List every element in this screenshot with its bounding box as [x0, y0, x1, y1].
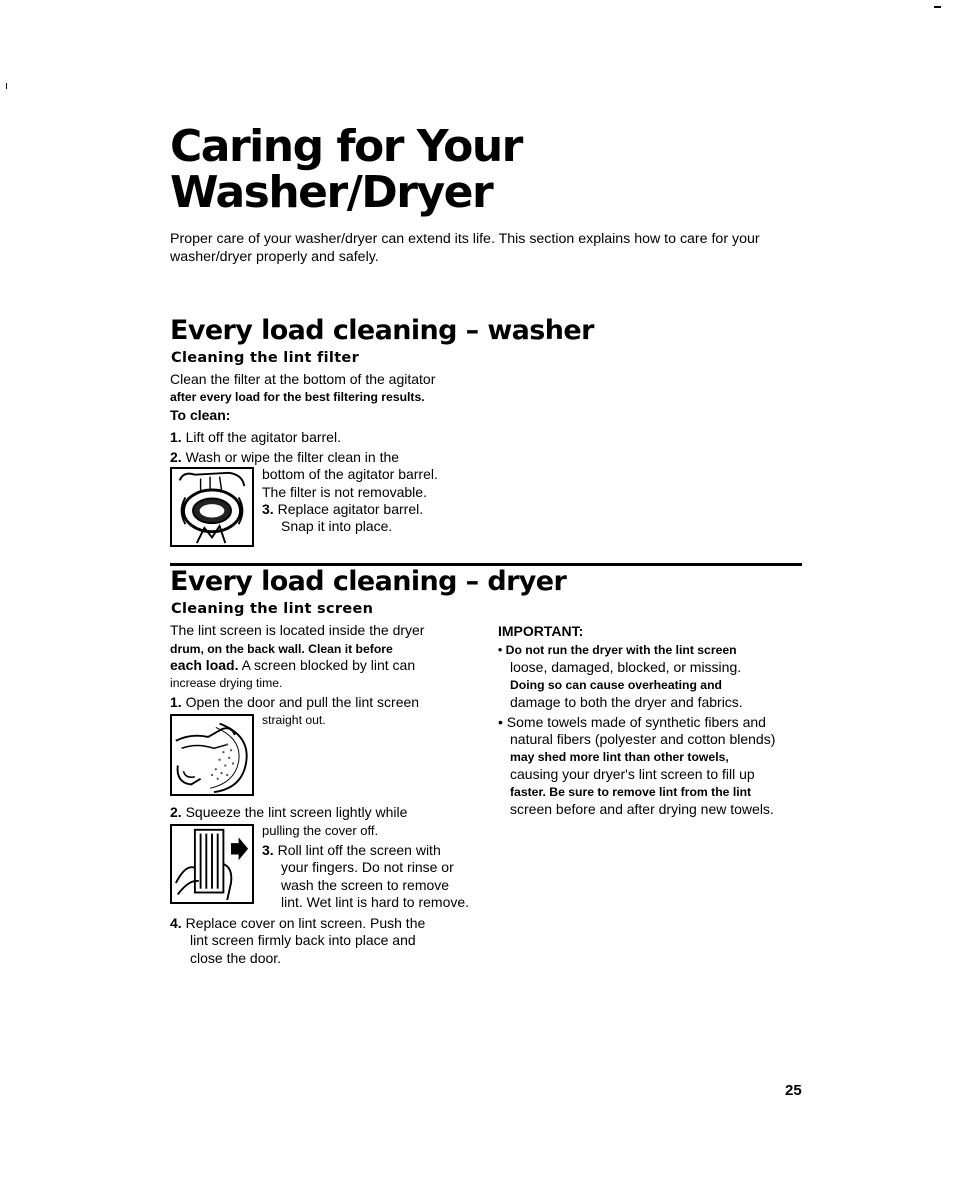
washer-step2-cont-b: bottom of the agitator barrel. [262, 466, 438, 482]
washer-step2-cont-c: The filter is not removable. [262, 484, 427, 500]
page-title [170, 121, 522, 218]
dryer-step2-cont: pulling the cover off. [262, 823, 379, 838]
washer-line2: after every load for the best filtering results. [170, 390, 425, 404]
washer-subheading: Cleaning the lint filter [171, 350, 360, 366]
washer-step1: 1. Lift off the agitator barrel. [170, 429, 341, 445]
important-bullet1-b: loose, damaged, blocked, or missing. [510, 659, 742, 675]
dryer-intro-line3: each load. A screen blocked by lint can [170, 657, 416, 673]
dryer-heading: Every load cleaning – dryer [170, 566, 567, 597]
lint-screen-removal-illustration [170, 714, 254, 796]
dryer-step4-cont-b: lint screen firmly back into place and [190, 932, 416, 948]
dryer-step2: 2. Squeeze the lint screen lightly while [170, 804, 408, 820]
bullet-icon: • [498, 643, 506, 657]
agitator-filter-illustration [170, 467, 254, 547]
bullet-icon: • [498, 714, 507, 730]
important-bullet1-c: Doing so can cause overheating and [510, 678, 722, 692]
dryer-subheading: Cleaning the lint screen [171, 601, 374, 617]
dryer-step4-cont-c: close the door. [190, 950, 282, 966]
dryer-intro-line1: The lint screen is located inside the dryer [170, 622, 425, 638]
dryer-intro-line2: drum, on the back wall. Clean it before [170, 642, 393, 656]
dryer-step1: 1. Open the door and pull the lint screen [170, 694, 420, 710]
washer-step3: 3. Replace agitator barrel. [262, 501, 424, 517]
lint-screen-cover-illustration [170, 824, 254, 904]
scan-speck [6, 83, 7, 89]
washer-step3-cont: Snap it into place. [281, 518, 393, 534]
intro-paragraph: Proper care of your washer/dryer can extend its life. This section explains how to care for your washer/dryer properly and safely. [170, 231, 760, 265]
washer-heading: Every load cleaning – washer [170, 315, 594, 346]
important-bullet2-c: may shed more lint than other towels, [510, 750, 729, 764]
important-bullet1-a: • Do not run the dryer with the lint screen [498, 643, 737, 657]
page-title-line1: Caring for Your [170, 121, 522, 172]
important-label: IMPORTANT: [498, 623, 584, 639]
dryer-step1-cont: straight out. [262, 713, 326, 727]
dryer-intro-line4: increase drying time. [170, 676, 283, 690]
washer-line1: Clean the filter at the bottom of the agitator [170, 371, 436, 387]
dryer-step3-cont-b: your fingers. Do not rinse or [281, 859, 454, 875]
important-bullet2-f: screen before and after drying new towels. [510, 801, 774, 817]
dryer-step3-cont-c: wash the screen to remove [281, 877, 450, 893]
washer-step2: 2. Wash or wipe the filter clean in the [170, 449, 400, 465]
dryer-step3: 3. Roll lint off the screen with [262, 842, 441, 858]
important-bullet1-d: damage to both the dryer and fabrics. [510, 694, 743, 710]
corner-mark [934, 6, 941, 8]
washer-to-clean: To clean: [170, 407, 231, 423]
dryer-step3-cont-d: lint. Wet lint is hard to remove. [281, 894, 470, 910]
important-bullet2-a: • Some towels made of synthetic fibers and [498, 714, 766, 730]
page-number: 25 [785, 1082, 802, 1099]
page-title-line2: Washer/Dryer [170, 167, 493, 218]
dryer-step4: 4. Replace cover on lint screen. Push the [170, 915, 426, 931]
important-bullet2-b: natural fibers (polyester and cotton blends) [510, 731, 776, 747]
important-bullet2-e: faster. Be sure to remove lint from the lint [510, 785, 752, 799]
important-bullet2-d: causing your dryer's lint screen to fill up [510, 766, 755, 782]
